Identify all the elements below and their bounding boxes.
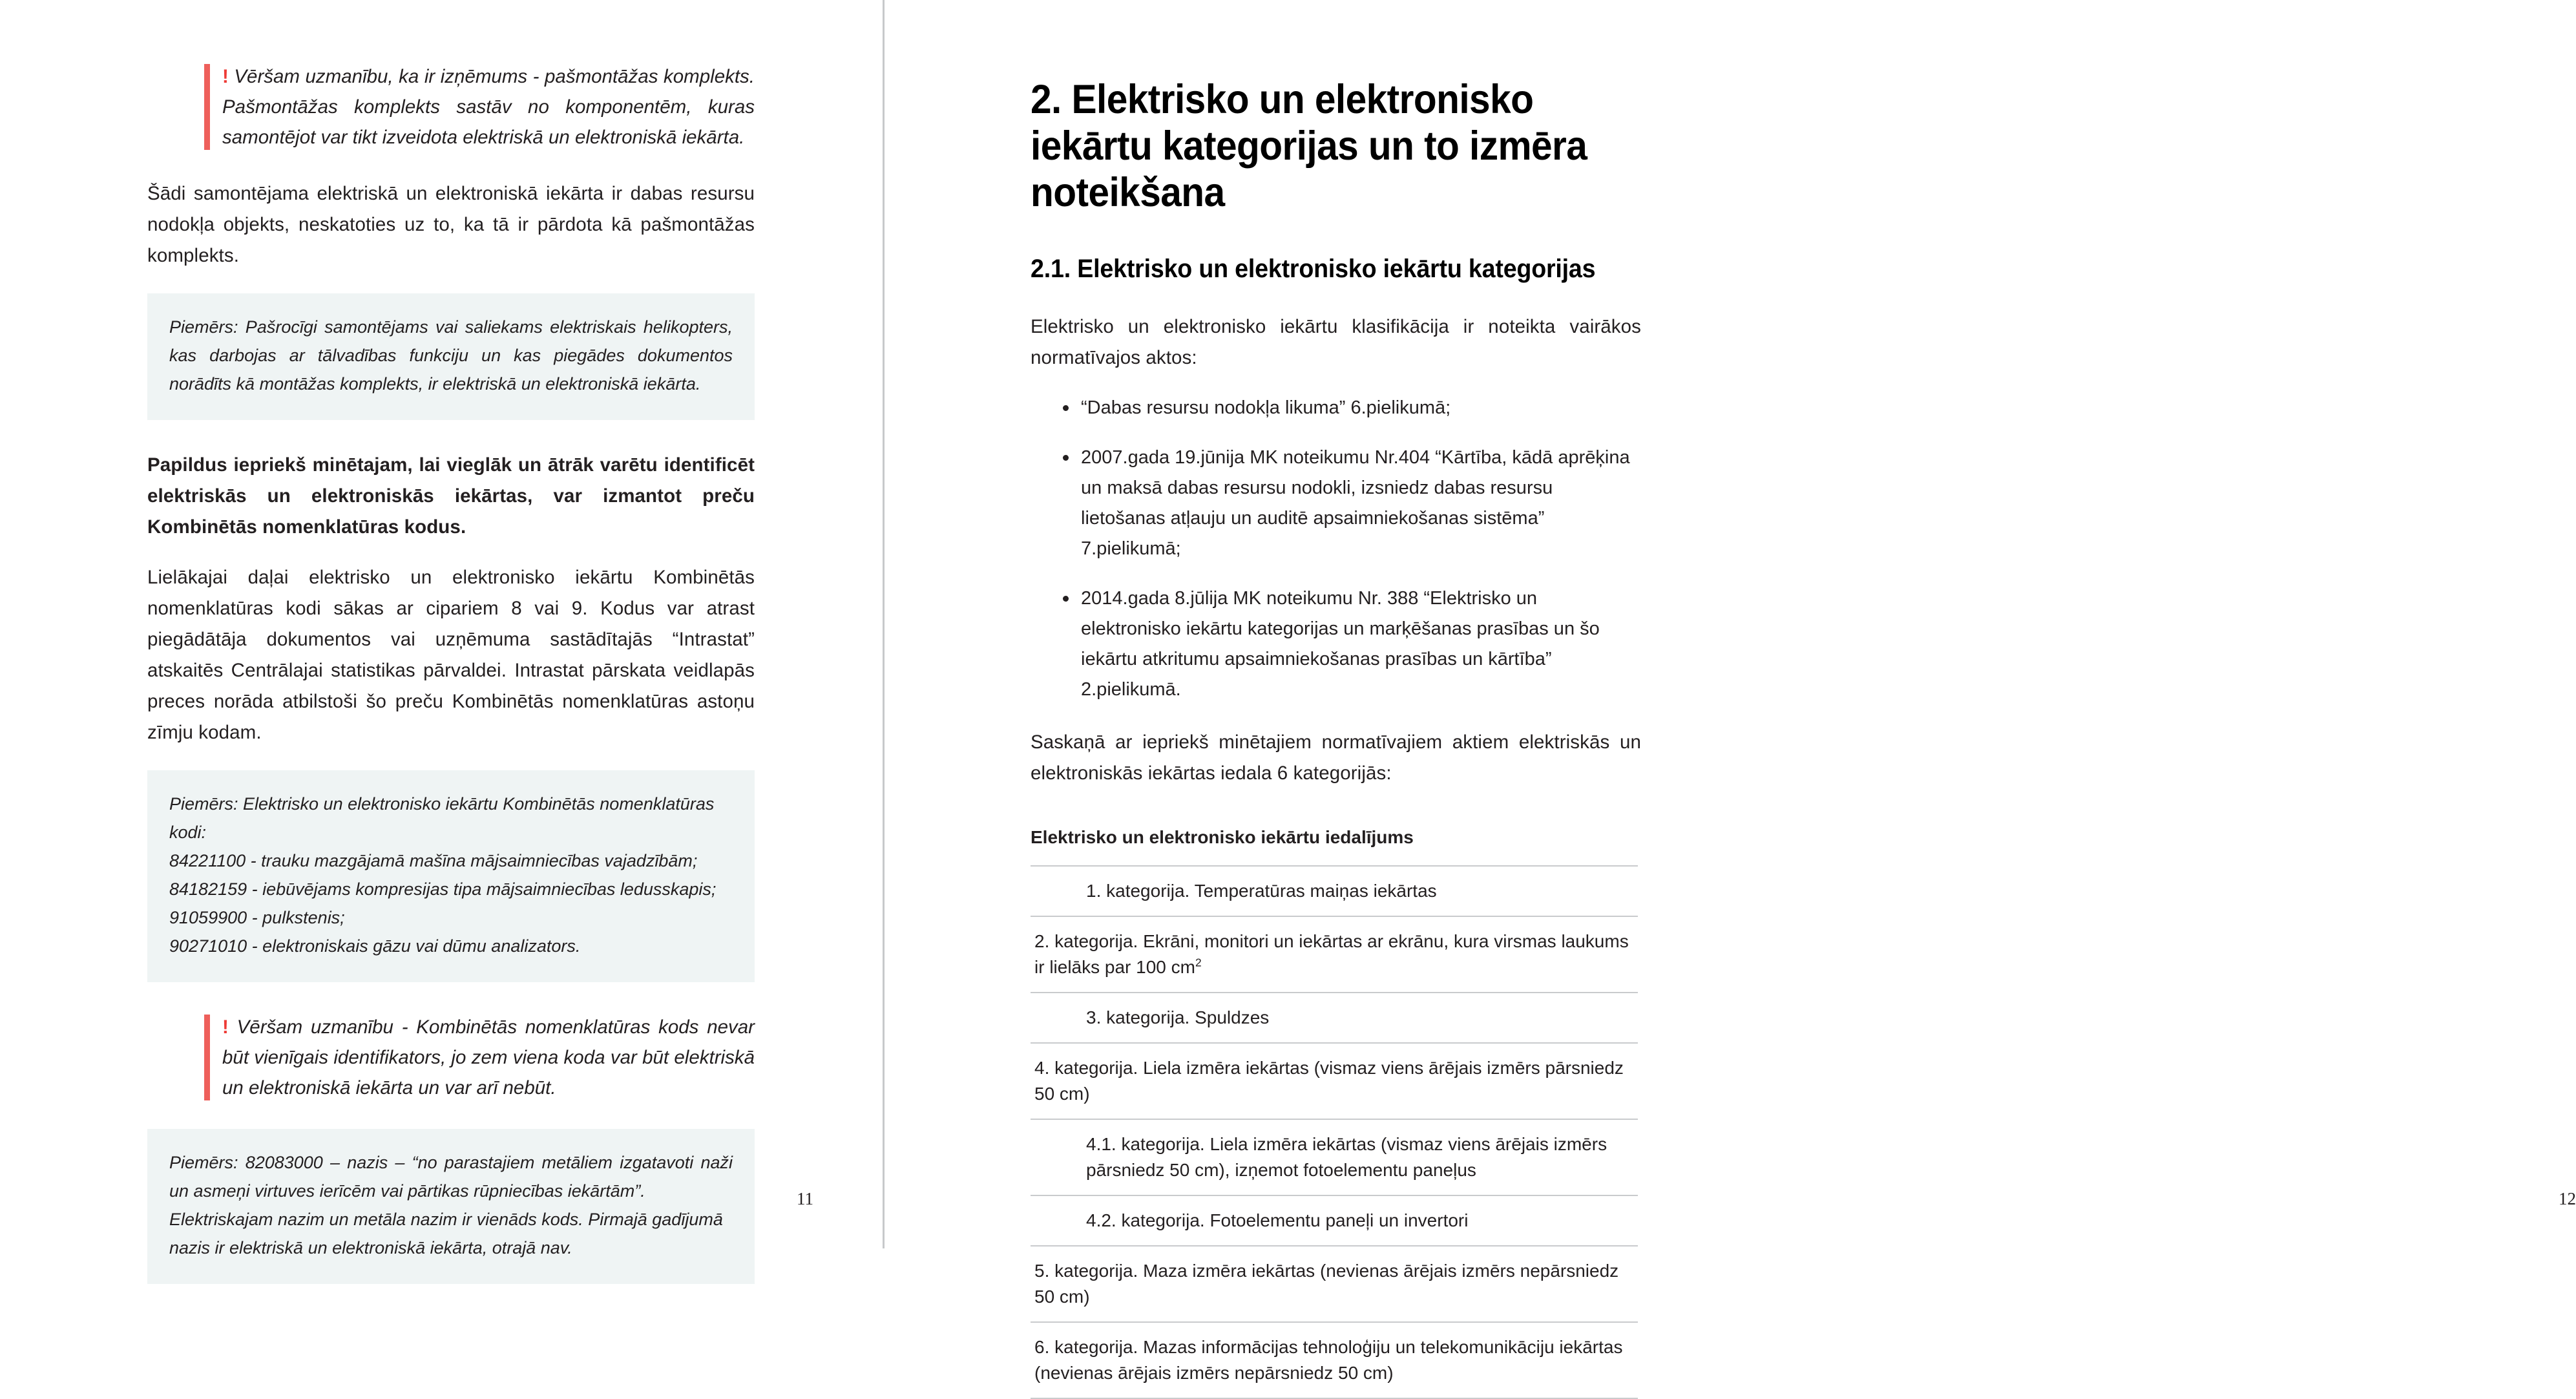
page-right — [883, 0, 2576, 1383]
category-cell — [1031, 916, 1638, 993]
page-number-left: 11 — [797, 1189, 813, 1208]
warning-callout-1-body: Vēršam uzmanību, ka ir izņēmums - pašmontāžas komplekts. Pašmontāžas komplekts sastāv no komponentēm, kuras samontējot var tikt izveidota elektriskā un elektroniskā iekārta. — [222, 66, 755, 148]
example-box-3-line-2: Elektriskajam nazim un metāla nazim ir vienāds kods. Pirmajā gadījumā nazis ir elektriskā un elektroniskā iekārta, otrajā nav. — [169, 1210, 723, 1257]
example-box-2-code-4: 90271010 - elektroniskais gāzu vai dūmu analizators. — [169, 936, 581, 956]
category-cell — [1031, 1246, 1638, 1322]
table-row — [1031, 1246, 1638, 1322]
table-row — [1031, 1195, 1638, 1246]
table-row — [1031, 866, 1638, 916]
bullet-dot-icon — [1063, 455, 1069, 461]
legal-references-list — [1031, 393, 1641, 705]
exclamation-icon: ! — [222, 1016, 229, 1038]
warning-callout-1 — [204, 61, 755, 153]
example-box-3 — [147, 1129, 755, 1284]
superscript: 2 — [1195, 956, 1202, 969]
section-heading: 2. Elektrisko un elektronisko iekārtu kategorijas un to izmēra noteikšana — [1031, 77, 1587, 215]
category-text: 1. kategorija. Temperatūras maiņas iekārtas — [1086, 881, 1437, 901]
warning-callout-2 — [204, 1012, 755, 1103]
example-box-3-line-1: Piemērs: 82083000 – nazis – “no parastajiem metāliem izgatavoti naži un asmeņi virtuves ierīcēm vai pārtikas rūpniecības iekārtām”. — [169, 1153, 733, 1201]
table-row — [1031, 1043, 1638, 1119]
table-label: Elektrisko un elektronisko iekārtu iedalījums — [1031, 827, 1414, 847]
category-cell — [1031, 1119, 1638, 1195]
table-row — [1031, 916, 1638, 993]
category-text: 5. kategorija. Maza izmēra iekārtas (nevienas ārējais izmērs nepārsniedz 50 cm) — [1034, 1261, 1619, 1307]
left-paragraph-1: Šādi samontējama elektriskā un elektroniskā iekārta ir dabas resursu nodokļa objekts, neskatoties uz to, ka tā ir pārdota kā pašmontāžas komplekts. — [147, 183, 755, 266]
list-item — [1031, 393, 1641, 423]
warning-callout-2-body: Vēršam uzmanību - Kombinētās nomenklatūras kods nevar būt vienīgais identifikators, jo zem viena koda var būt elektriskā un elektroniskā iekārta un var arī nebūt. — [222, 1016, 755, 1099]
left-paragraph-3: Lielākajai daļai elektrisko un elektronisko iekārtu Kombinētās nomenklatūras kodi sākas ar cipariem 8 vai 9. Kodus var atrast piegādātāja dokumentos vai uzņēmuma sastādītajās “Intrastat” atskaitēs Centrālajai statistikas pārvaldei. Intrastat pārskata veidlapās preces norāda atbilstoši šo preču Kombinētās nomenklatūras astoņu zīmju kodam. — [147, 567, 755, 743]
list-item-text: 2007.gada 19.jūnija MK noteikumu Nr.404 “Kārtība, kādā aprēķina un maksā dabas resursu nodokli, izsniedz dabas resursu lietošanas atļauju un auditē apsaimniekošanas sistēma” 7.pielikumā; — [1081, 447, 1630, 559]
category-text: 4.1. kategorija. Liela izmēra iekārtas (vismaz viens ārējais izmērs pārsniedz 50 cm), izņemot fotoelementu paneļus — [1086, 1134, 1607, 1180]
page-left — [0, 0, 883, 1257]
table-row — [1031, 993, 1638, 1043]
example-box-2-code-3: 91059900 - pulkstenis; — [169, 908, 345, 927]
category-cell — [1031, 1043, 1638, 1119]
warning-callout-1-text — [222, 61, 755, 153]
right-after-bullets-paragraph: Saskaņā ar iepriekš minētajiem normatīvajiem aktiem elektriskās un elektroniskās iekārtas iedala 6 kategorijās: — [1031, 731, 1641, 784]
page-number-right: 12 — [2559, 1189, 2576, 1208]
list-item-text: 2014.gada 8.jūlija MK noteikumu Nr. 388 “Elektrisko un elektronisko iekārtu kategorijas un marķēšanas prasības un šo iekārtu atkritumu apsaimniekošanas prasības un kārtība” 2.pielikumā. — [1081, 588, 1600, 700]
category-text: 6. kategorija. Mazas informācijas tehnoloģiju un telekomunikāciju iekārtas (nevienas ārējais izmērs nepārsniedz 50 cm) — [1034, 1337, 1623, 1383]
category-cell — [1031, 866, 1638, 916]
category-text: 4. kategorija. Liela izmēra iekārtas (vismaz viens ārējais izmērs pārsniedz 50 cm) — [1034, 1058, 1624, 1104]
example-box-1 — [147, 293, 755, 420]
example-box-2-code-2: 84182159 - iebūvējams kompresijas tipa mājsaimniecības ledusskapis; — [169, 879, 717, 899]
category-cell — [1031, 1322, 1638, 1398]
left-page-content-column — [147, 61, 755, 1284]
warning-accent-bar — [204, 1015, 210, 1100]
warning-accent-bar — [204, 64, 210, 150]
left-paragraph-2-bold: Papildus iepriekš minētajam, lai vieglāk un ātrāk varētu identificēt elektriskās un elektroniskās iekārtas, var izmantot preču Kombinētās nomenklatūras kodus. — [147, 454, 755, 538]
warning-callout-2-text — [222, 1012, 755, 1103]
category-text: 3. kategorija. Spuldzes — [1086, 1007, 1270, 1027]
category-cell — [1031, 1195, 1638, 1246]
right-intro-paragraph: Elektrisko un elektronisko iekārtu klasifikācija ir noteikta vairākos normatīvajos aktos: — [1031, 316, 1641, 368]
category-text: 2. kategorija. Ekrāni, monitori un iekārtas ar ekrānu, kura virsmas laukums ir lielāks par 100 cm — [1034, 931, 1629, 977]
subsection-heading: 2.1. Elektrisko un elektronisko iekārtu kategorijas — [1031, 255, 1596, 283]
example-box-1-text: Piemērs: Pašrocīgi samontējams vai saliekams elektriskais helikopters, kas darbojas ar tālvadības funkciju un kas piegādes dokumentos norādīts kā montāžas komplekts, ir elektriskā un elektroniskā iekārta. — [169, 317, 733, 394]
list-item — [1031, 584, 1641, 705]
bullet-dot-icon — [1063, 596, 1069, 602]
example-box-2 — [147, 770, 755, 982]
category-cell — [1031, 993, 1638, 1043]
exclamation-icon: ! — [222, 66, 229, 87]
list-item-text: “Dabas resursu nodokļa likuma” 6.pielikumā; — [1081, 397, 1451, 418]
example-box-2-code-1: 84221100 - trauku mazgājamā mašīna mājsaimniecības vajadzībām; — [169, 851, 698, 870]
category-text: 4.2. kategorija. Fotoelementu paneļi un invertori — [1086, 1210, 1469, 1230]
table-row — [1031, 1119, 1638, 1195]
bullet-dot-icon — [1063, 405, 1069, 411]
categories-table — [1031, 865, 1638, 1399]
example-box-2-intro: Piemērs: Elektrisko un elektronisko iekārtu Kombinētās nomenklatūras kodi: — [169, 794, 715, 842]
list-item — [1031, 443, 1641, 564]
right-page-content-column — [1031, 76, 1641, 1399]
table-row — [1031, 1322, 1638, 1398]
